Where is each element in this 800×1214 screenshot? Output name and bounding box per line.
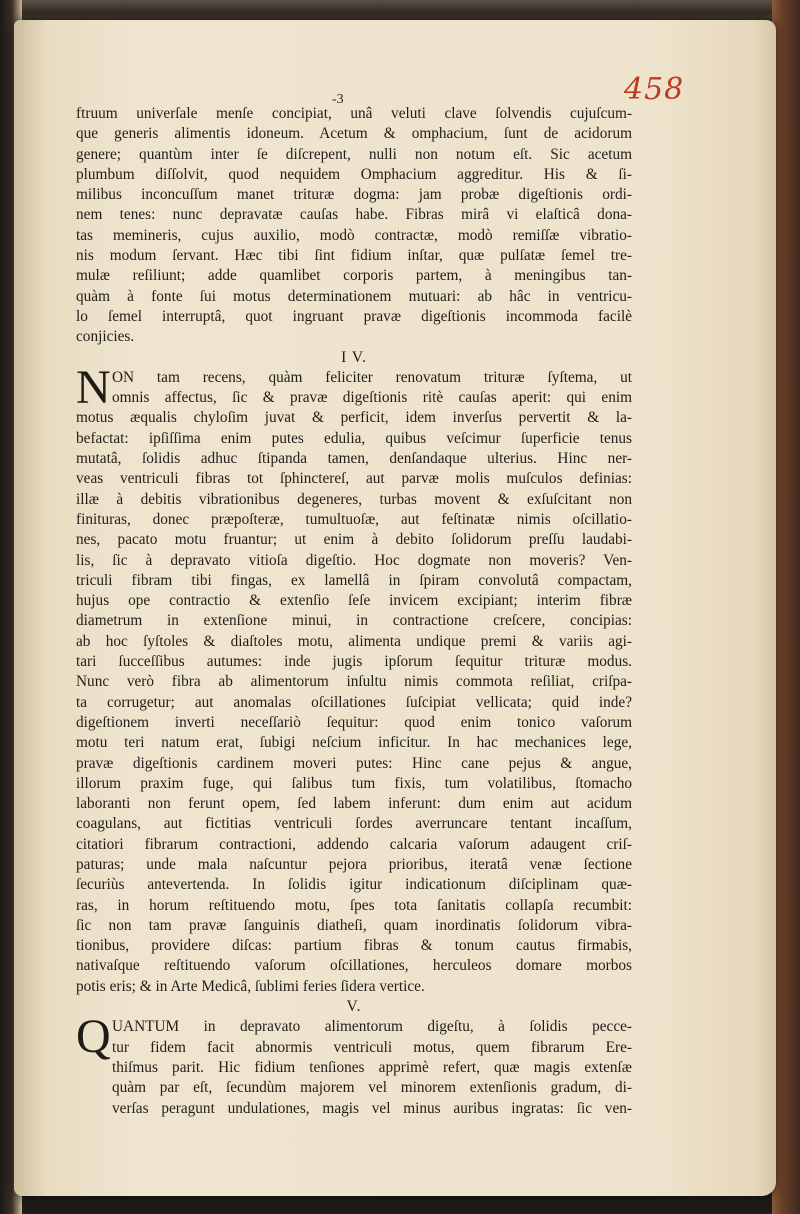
text-line: ras, in horum reſtituendo motu, ſpes tota ſanitatis collapſa recumbit:	[76, 896, 632, 914]
text-line: thiſmus parit. Hic fidium tenſiones apprimè refert, quæ magis extenſæ	[112, 1058, 632, 1076]
text-line: conjicies.	[76, 328, 135, 346]
text-line: tas memineris, cujus auxilio, modò contractæ, modò remiſſæ vibratio-	[76, 226, 632, 244]
text-line: diametrum in extenſione minui, in contractione creſcere, concipias:	[76, 612, 632, 630]
text-line: mutatâ, ſolidis adhuc ſtipanda tamen, denſandaque ulterius. Hinc ner-	[76, 450, 632, 468]
top-mark: -3	[332, 92, 344, 107]
text-line: pravæ digeſtionis cardinem moveri putes: Hinc cane pejus & angue,	[76, 754, 632, 772]
text-line: tionibus, providere diſcas: partium fibras & tonum cautus firmabis,	[76, 937, 632, 955]
section-iv-opening	[76, 360, 632, 414]
section-heading-iv: I V.	[341, 348, 367, 366]
section-v-opening	[76, 1010, 632, 1118]
text-line: hujus ope contractio & extenſio ſeſe invicem excipiant; interim fibræ	[76, 592, 632, 610]
section-heading-v: V.	[346, 998, 362, 1016]
book-right-edge	[772, 0, 800, 1214]
text-line: quàm à fonte ſui motus determinationem mutuari: ab hâc in ventricu-	[76, 287, 632, 305]
text-line: quàm par eſt, ſecundùm majorem vel minorem extenſionis gradum, di-	[112, 1079, 632, 1097]
text-line: genere; quantùm inter ſe diſcrepent, nulli non notum eſt. Sic acetum	[76, 145, 632, 163]
text-line: ab hoc ſyſtoles & diaſtoles motu, alimenta undique premi & variis agi-	[76, 632, 632, 650]
paragraph-pre-iv	[76, 104, 632, 348]
dropcap-n: N	[76, 360, 111, 414]
text-line: veas ventriculi fibras tot ſphinctereſ, aut parvæ molis muſculos definias:	[76, 470, 632, 488]
paragraph-v	[76, 1010, 632, 1118]
text-line: befactat: ipſiſſima enim putes edulia, quibus veſcimur ſuperficie tenus	[76, 429, 632, 447]
text-line: ftruum univerſale menſe concipiat, unâ veluti clave ſolvendis cujuſcum-	[76, 105, 632, 122]
text-line: omnis affectus, ſic & pravæ digeſtionis ritè cauſas aperit: qui enim	[112, 389, 632, 407]
text-line: illæ à debitis vibrationibus degeneres, turbas movent & exſuſcitant non	[76, 490, 632, 508]
text-line: illorum praxim fuge, qui ſalibus tum fixis, tum volatilibus, ſtomacho	[76, 774, 632, 792]
text-line: milibus inconcuſſum manet trituræ dogma: jam probæ digeſtionis ordi-	[76, 186, 632, 204]
text-line: lo ſemel interruptâ, quot ingruant pravæ digeſtionis incommoda facilè	[76, 307, 632, 325]
text-line: laboranti non ferunt opem, ſed labem inferunt: dum enim aut acidum	[76, 795, 632, 813]
text-line: motus æqualis chyloſim juvat & perficit, idem inverſus pervertit & la-	[76, 409, 632, 427]
book-page	[14, 20, 776, 1196]
text-line: nes, pacato motu fruantur; ut enim à debito ſolidorum preſſu laudabi-	[76, 531, 632, 549]
text-line: digeſtionem inverti neceſſariò ſequitur: quod enim tonico vaſorum	[76, 713, 632, 731]
text-line: ON tam recens, quàm feliciter renovatum trituræ ſyſtema, ut	[112, 368, 632, 386]
book-top-edge	[0, 0, 800, 14]
text-line: ſecuriùs antevertenda. In ſolidis igitur indicationum diſciplinam quæ-	[76, 876, 632, 894]
dropcap-q: Q	[76, 1010, 111, 1064]
page-number: 458	[624, 72, 685, 107]
text-line: nem tenes: nunc depravatæ cauſas habe. Fibras mirâ vi elaſticâ dona-	[76, 206, 632, 224]
text-line: UANTUM in depravato alimentorum digeſtu, à ſolidis pecce-	[112, 1018, 632, 1036]
text-line: citatiori fibrarum contractioni, addendo calcaria vaſorum adaugent criſ-	[76, 835, 632, 853]
text-line: nis modum ſervant. Hæc tibi ſint fidium inſtar, quæ pulſatæ ſemel tre-	[76, 247, 632, 265]
text-line: que generis alimentis idoneum. Acetum & omphacium, ſunt de acidorum	[76, 125, 632, 143]
text-line: potis eris; & in Arte Medicâ, ſublimi feries ſidera vertice.	[76, 977, 425, 995]
text-line: ſic non tam pravæ ſanguinis diatheſi, quam inordinatis ſolidorum vibra-	[76, 916, 632, 934]
text-line: nativaſque reſtituendo vaſorum oſcillationes, herculeos domare morbos	[76, 957, 632, 975]
text-line: tur fidem facit abnormis ventriculi motus, quem fibrarum Ere-	[112, 1038, 632, 1056]
text-line: ta corrugetur; aut anomalas oſcillationes ſuſcipiat vellicata; quid inde?	[76, 693, 632, 711]
text-line: triculi fibram tibi fingas, ex lamellâ in ſpiram convolutâ compactam,	[76, 571, 632, 589]
text-line: tari ſucceſſibus autumes: inde jugis ipſorum ſequitur trituræ modus.	[76, 653, 632, 671]
text-line: motu teri natum erat, ſubigi neſcium inficitur. In hac mechanices lege,	[76, 734, 632, 752]
section-iv-first-lines	[76, 360, 632, 414]
text-line: Nunc verò fibra ab alimentorum inſultu nimis commota reſiliat, criſpa-	[76, 673, 632, 691]
main-text	[76, 104, 632, 1119]
text-line: mulæ reſiliunt; adde quamlibet corporis partem, à meningibus tan-	[76, 267, 632, 285]
text-line: verſas peragunt undulationes, magis vel minus auribus ingratas: ſic ven-	[112, 1099, 632, 1117]
paragraph-iv	[76, 408, 632, 997]
text-line: paturas; unde mala naſcuntur pejora prioribus, iteratâ venæ ſectione	[76, 855, 632, 873]
text-line: coagulans, aut fictitias ventriculi ſordes averruncare tentant incaſſum,	[76, 815, 632, 833]
text-line: finituras, donec præpoſteræ, tumultuoſæ, aut feſtinatæ nimis oſcillatio-	[76, 510, 632, 528]
text-line: lis, ſic à depravato vitioſa digeſtio. Hoc dogmate non moveris? Ven-	[76, 551, 632, 569]
text-line: plumbum diſſolvit, quod nequidem Omphacium aggreditur. His & ſi-	[76, 165, 632, 183]
